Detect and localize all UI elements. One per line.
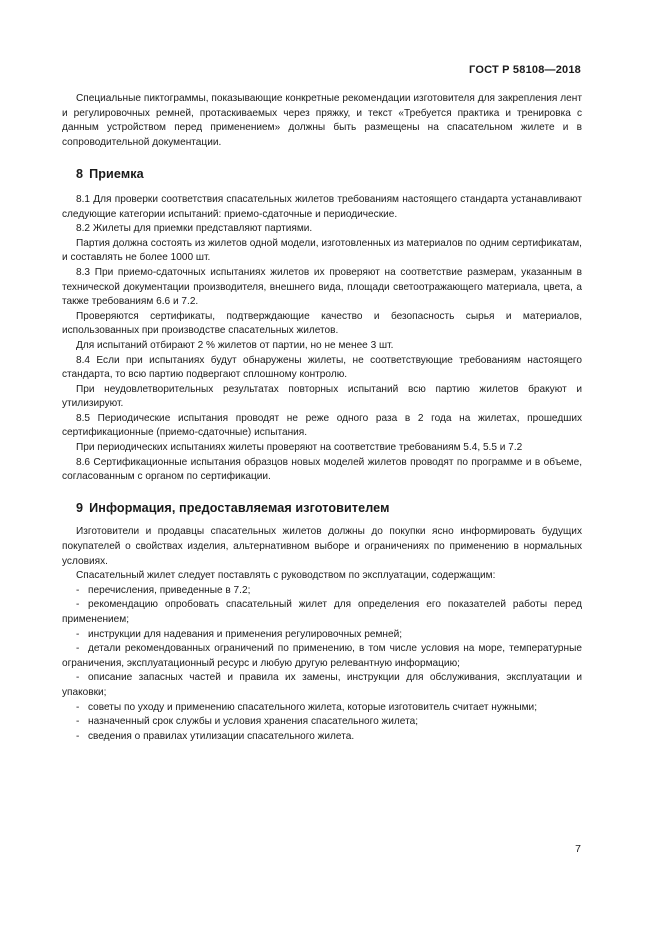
- section-9-heading: [62, 501, 582, 516]
- section-8-paragraph: 8.4 Если при испытаниях будут обнаружены жилеты, не соответствующие требованиям настоящего стандарта, то всю партию подвергают сплошному контролю.: [62, 354, 582, 381]
- list-dash: -: [76, 672, 80, 684]
- list-dash: -: [76, 643, 80, 655]
- section-9-paragraph: Изготовители и продавцы спасательных жилетов должны до покупки ясно информировать будущих покупателей о свойствах изделия, альтернативном выборе и ограничениях по применению в нормальных условиях.: [62, 526, 582, 567]
- section-8-paragraph: 8.1 Для проверки соответствия спасательных жилетов требованиям настоящего стандарта устанавливают следующие категории испытаний: приемо-сдаточные и периодические.: [62, 193, 582, 220]
- list-item-text: советы по уходу и применению спасательного жилета, которые изготовитель считает нужными;: [88, 701, 537, 713]
- list-dash: -: [76, 628, 80, 640]
- section-8-heading: [62, 167, 582, 182]
- section-8-paragraph: 8.3 При приемо-сдаточных испытаниях жилетов их проверяют на соответствие размерам, указанным в технической документации производителя, внешнего вида, площади светоотражающего материала, цвета, а также требованиям 6.6 и 7.2.: [62, 266, 582, 308]
- section-8-title: Приемка: [89, 167, 144, 182]
- section-8-paragraph: 8.5 Периодические испытания проводят не реже одного раза в 2 года на жилетах, прошедших сертификационные (приемо-сдаточные) испытания.: [62, 412, 582, 439]
- list-item-text: рекомендацию опробовать спасательный жилет для определения его показателей работы перед применением;: [62, 599, 582, 625]
- list-item: [62, 598, 582, 627]
- list-dash: -: [76, 701, 80, 713]
- list-item-text: описание запасных частей и правила их замены, инструкции для обслуживания, эксплуатации и упаковки;: [62, 672, 582, 698]
- list-item: [62, 701, 582, 716]
- list-dash: -: [76, 584, 80, 596]
- section-9-number: 9: [76, 500, 84, 515]
- section-9-title: Информация, предоставляемая изготовителем: [89, 500, 390, 515]
- intro-paragraph: Специальные пиктограммы, показывающие конкретные рекомендации изготовителя для закрепления лент и регулировочных ремней, протаскиваемых через пряжку, и текст «Требуется практика и тренировка с данным устройством перед применением» должны быть размещены на спасательном жилете и в сопроводительной документации.: [62, 93, 582, 148]
- list-item: [62, 642, 582, 671]
- section-8-paragraph: При неудовлетворительных результатах повторных испытаний всю партию жилетов бракуют и утилизируют.: [62, 383, 582, 410]
- list-item: [62, 715, 582, 730]
- section-8-paragraph: Для испытаний отбирают 2 % жилетов от партии, но не менее 3 шт.: [76, 339, 394, 351]
- section-8-paragraph: Партия должна состоять из жилетов одной модели, изготовленных из материалов по одним сертификатам, и составлять не более 1000 шт.: [62, 237, 582, 264]
- section-9-paragraph: Спасательный жилет следует поставлять с руководством по эксплуатации, содержащим:: [76, 570, 496, 582]
- list-item-text: инструкции для надевания и применения регулировочных ремней;: [88, 628, 403, 640]
- section-8-paragraph: Проверяются сертификаты, подтверждающие качество и безопасность сырья и материалов, использованных при производстве спасательных жилетов.: [62, 310, 582, 337]
- section-8-paragraph: При периодических испытаниях жилеты проверяют на соответствие требованиям 5.4, 5.5 и 7.2: [76, 442, 523, 454]
- page-number: 7: [575, 843, 581, 855]
- list-dash: -: [76, 730, 80, 742]
- list-dash: -: [76, 716, 80, 728]
- list-dash: -: [76, 599, 80, 611]
- list-item-text: назначенный срок службы и условия хранения спасательного жилета;: [88, 716, 418, 728]
- list-item-text: перечисления, приведенные в 7.2;: [88, 584, 251, 596]
- section-8-paragraph: 8.6 Сертификационные испытания образцов новых моделей жилетов проводят по программе и в объеме, согласованным с органом по сертификации.: [62, 456, 582, 483]
- list-item: [62, 671, 582, 700]
- list-item: [62, 584, 582, 599]
- section-8-paragraph: 8.2 Жилеты для приемки представляют партиями.: [76, 223, 313, 235]
- list-item: [62, 730, 582, 745]
- list-item-text: сведения о правилах утилизации спасательного жилета.: [88, 730, 355, 742]
- page-content: [62, 92, 582, 744]
- section-8-number: 8: [76, 167, 84, 182]
- list-item: [62, 628, 582, 643]
- list-item-text: детали рекомендованных ограничений по применению, в том числе условия на море, температурные ограничения, эксплуатационный ресурс и любую другую релевантную информацию;: [62, 643, 582, 669]
- standard-designation: ГОСТ Р 58108—2018: [469, 64, 581, 76]
